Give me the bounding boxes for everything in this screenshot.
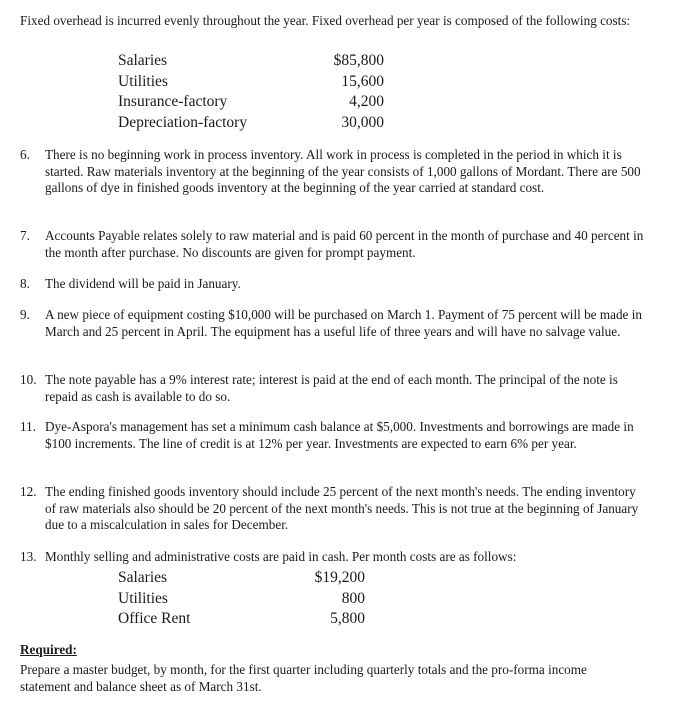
item-text: The dividend will be paid in January.	[45, 276, 241, 291]
selling-admin-table	[118, 568, 365, 630]
cost-label: Insurance-factory	[118, 93, 228, 110]
required-heading	[20, 642, 77, 659]
item-number: 13.	[20, 549, 37, 564]
intro-paragraph: Fixed overhead is incurred evenly throughout the year. Fixed overhead per year is composed of the following costs:	[20, 13, 631, 28]
item-number: 11.	[20, 419, 36, 434]
cost-label: Depreciation-factory	[118, 113, 248, 131]
cost-amount: 15,600	[341, 72, 384, 90]
table-row	[118, 92, 384, 113]
cost-amount: 800	[341, 589, 365, 607]
item-text: There is no beginning work in process inventory. All work in process is completed in the period in which it is started. Raw materials inventory at the beginning of the year consists of 1,000 gallons of Mordant. There are 500 gallons of dye in finished goods inventory at the beginning of the year carried at standard cost.	[45, 147, 641, 195]
cost-label: Utilities	[118, 72, 168, 90]
table-row	[118, 113, 384, 134]
cost-label: Salaries	[118, 52, 168, 69]
table-row	[118, 72, 384, 93]
item-number: 7.	[20, 228, 30, 243]
table-row	[118, 609, 365, 630]
cost-label: Utilities	[118, 589, 168, 607]
required-text: Prepare a master budget, by month, for the first quarter including quarterly totals and the pro-forma income statement and balance sheet as of March 31st.	[20, 662, 587, 694]
required-title: Required:	[20, 642, 77, 657]
cost-amount: $19,200	[314, 569, 365, 586]
cost-amount: 5,800	[330, 610, 365, 627]
cost-amount: 4,200	[349, 93, 384, 110]
item-number: 9.	[20, 307, 30, 322]
table-row	[118, 568, 365, 589]
item-number: 6.	[20, 147, 30, 162]
table-row	[118, 589, 365, 610]
item-text: The note payable has a 9% interest rate; interest is paid at the end of each month. The principal of the note is repaid as cash is available to do so.	[45, 372, 618, 404]
cost-amount: 30,000	[341, 113, 384, 131]
item-number: 8.	[20, 276, 30, 291]
item-text: A new piece of equipment costing $10,000 will be purchased on March 1. Payment of 75 percent will be made in March and 25 percent in April. The equipment has a useful life of three years and will have no salvage value.	[45, 307, 642, 339]
item-number: 12.	[20, 484, 37, 499]
cost-label: Office Rent	[118, 610, 191, 627]
cost-amount: $85,800	[333, 52, 384, 69]
item-text: The ending finished goods inventory should include 25 percent of the next month's needs. The ending inventory of raw materials also should be 20 percent of the next month's needs. This is not true at the beginning of January due to a miscalculation in sales for December.	[45, 484, 639, 532]
item-text: Dye-Aspora's management has set a minimum cash balance at $5,000. Investments and borrowings are made in $100 increments. The line of credit is at 12% per year. Investments are expected to earn 6% per year.	[45, 419, 634, 451]
cost-label: Salaries	[118, 569, 168, 586]
item-text: Monthly selling and administrative costs are paid in cash. Per month costs are as follows:	[45, 549, 517, 564]
item-number: 10.	[20, 372, 37, 387]
item-text: Accounts Payable relates solely to raw material and is paid 60 percent in the month of purchase and 40 percent in the month after purchase. No discounts are given for prompt payment.	[45, 228, 644, 260]
fixed-overhead-table	[118, 51, 384, 133]
table-row	[118, 51, 384, 72]
